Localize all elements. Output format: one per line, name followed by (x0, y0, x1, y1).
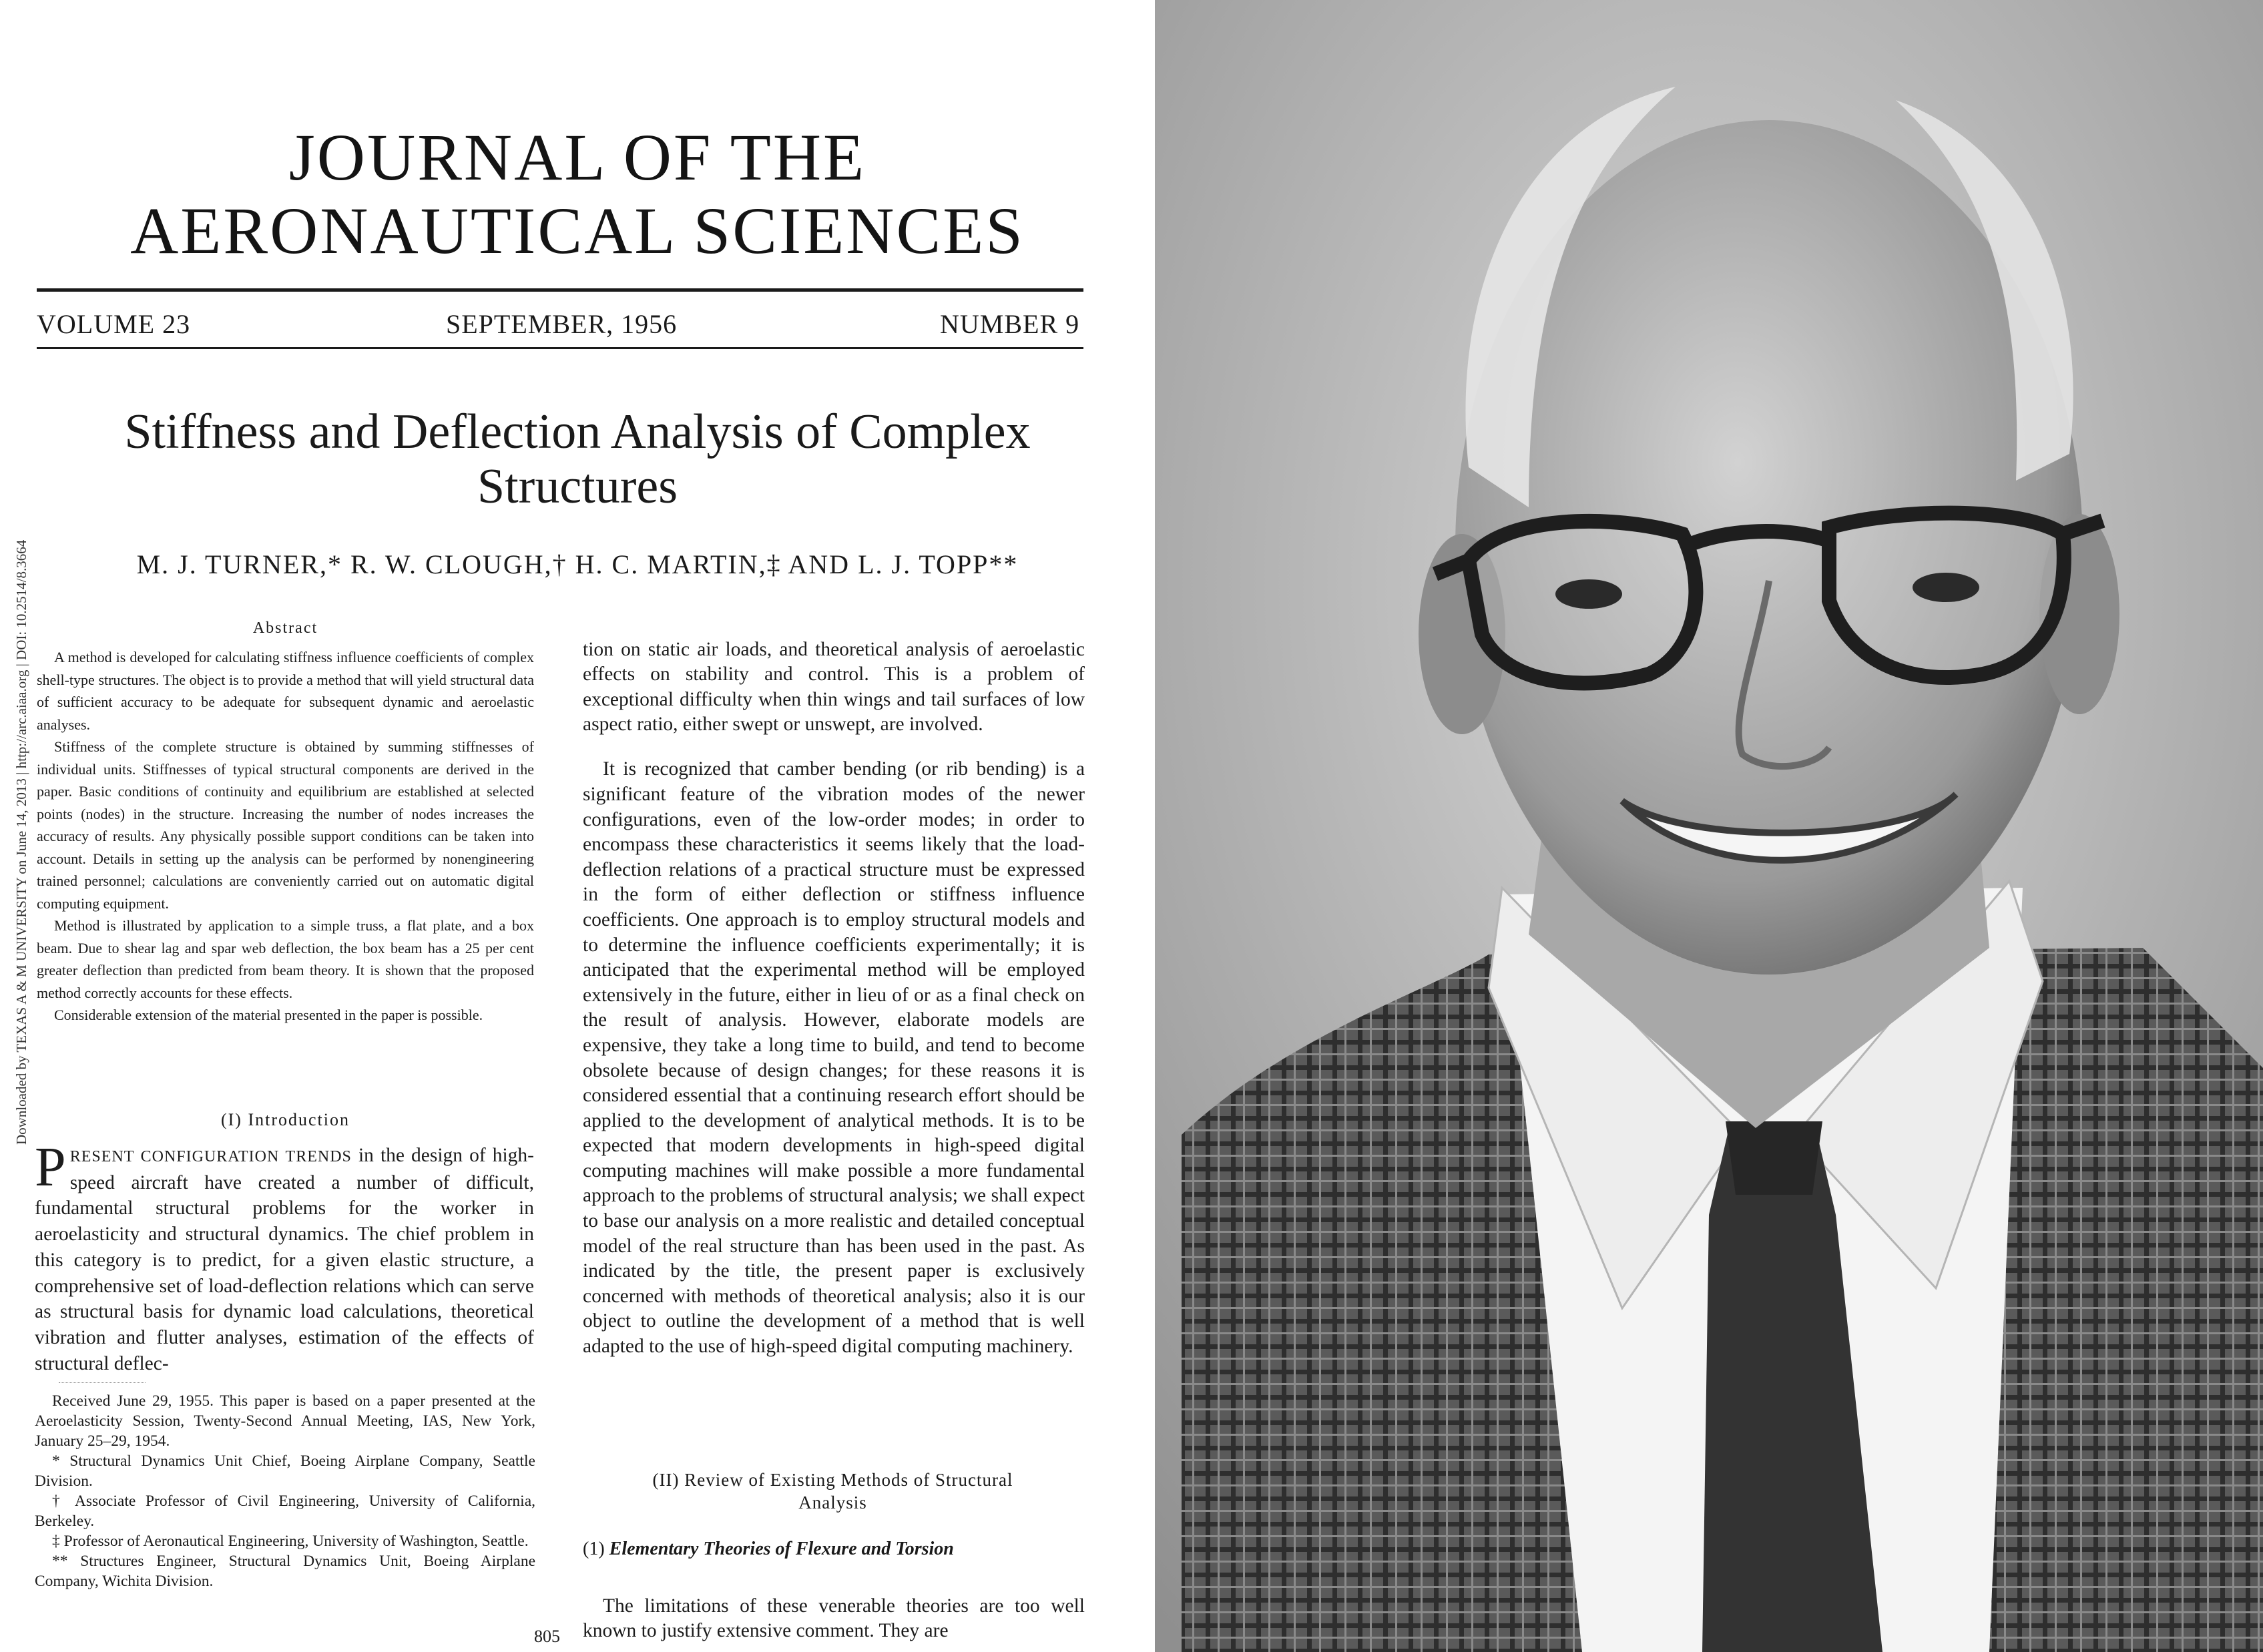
footnote: * Structural Dynamics Unit Chief, Boeing Airplane Company, Seattle Division. (35, 1452, 535, 1490)
journal-masthead-line2: AERONAUTICAL SCIENCES (130, 194, 1025, 268)
introduction-body (35, 1136, 534, 1376)
journal-masthead-line1: JOURNAL OF THE (288, 120, 866, 194)
footnote: ** Structures Engineer, Structural Dynamics Unit, Boeing Airplane Company, Wichita Division. (35, 1553, 535, 1590)
section-2-heading (581, 1468, 1085, 1514)
right-eye (1913, 573, 1979, 602)
right-column-paragraph: It is recognized that camber bending (or rib bending) is a significant feature of the vibration modes of the newer configurations, even of the low-order modes; in order to encompass these characteristics it seems likely that the load-deflection relations of a practical structure must be expressed in the form of either deflection or stiffness influence coefficients. One approach is to employ structural models and to determine the influence coefficients experimentally; it is anticipated that the experimental method will be employed extensively in the future, either in lieu of or as a final check on the result of analysis. However, elaborate models are expensive, they take a long time to build, and tend to become obsolete because of design changes; for these reasons it is considered essential that a continuing research effort should be applied to the development of analytical methods. It is to be expected that modern developments in high-speed digital computing machines will make possible a more fundamental approach to the problems of structural analysis; we shall expect to base our analysis on a more realistic and detailed conceptual model of the real structure than has been used in the past. As indicated by the title, the present paper is exclusively concerned with methods of theoretical analysis; also it is our object to outline the development of a method that is well adapted to the use of high-speed digital computing machinery. (583, 758, 1085, 1358)
section-2-heading-line2: Analysis (798, 1492, 867, 1512)
abstract-paragraph: A method is developed for calculating stiffness influence coefficients of complex shell-type structures. The object is to provide a method that will yield structural data of sufficient accuracy to be adequate for subsequent dynamic and aeroelastic analyses. (37, 649, 534, 733)
article-title-line2: Structures (477, 459, 678, 514)
article-title-line1: Stiffness and Deflection Analysis of Complex (124, 404, 1031, 459)
masthead-rule-bottom (37, 347, 1083, 349)
footnotes (35, 1391, 535, 1591)
section-2-heading-line1: (II) Review of Existing Methods of Structural (652, 1470, 1013, 1490)
abstract-body (37, 646, 534, 1027)
download-sidebar-note: Downloaded by TEXAS A & M UNIVERSITY on June 14, 2013 | http://arc.aiaa.org | DOI: 10.2514/8.3664 (13, 539, 29, 1145)
left-eye (1555, 579, 1622, 609)
footnote: Received June 29, 1955. This paper is based on a paper presented at the Aeroelasticity Session, Twenty-Second Annual Meeting, IAS, New York, January 25–29, 1954. (35, 1392, 535, 1450)
introduction-text: in the design of high-speed aircraft have created a number of difficult, fundamental structural problems for the worker in aeroelasticity and structural dynamics. The chief problem in this category is to predict, for a given elastic structure, a comprehensive set of load-deflection relations which can serve as structural basis for dynamic load calculations, theoretical vibration and flutter analyses, estimation of the effects of structural deflec- (35, 1145, 534, 1374)
abstract-paragraph: Method is illustrated by application to a simple truss, a flat plate, and a box beam. Due to shear lag and spar web deflection, the box beam has a 25 per cent greater deflection than predicted from beam theory. It is shown that the proposed method correctly accounts for these effects. (37, 917, 534, 1001)
right-column-body (583, 617, 1085, 1379)
tie-knot (1726, 1121, 1822, 1195)
subsection-number: (1) (583, 1539, 605, 1559)
volume-label: VOLUME 23 (37, 309, 191, 339)
page-number: 805 (534, 1627, 560, 1646)
footnote: ‡ Professor of Aeronautical Engineering, University of Washington, Seattle. (52, 1533, 529, 1550)
abstract-paragraph: Considerable extension of the material presented in the paper is possible. (54, 1007, 483, 1023)
footnote: † Associate Professor of Civil Engineering, University of California, Berkeley. (35, 1492, 535, 1530)
subsection-heading (583, 1539, 954, 1560)
article-authors: M. J. TURNER,* R. W. CLOUGH,† H. C. MARTIN,‡ AND L. J. TOPP** (136, 549, 1019, 579)
portrait-photo (1155, 0, 2263, 1652)
right-column-paragraph: tion on static air loads, and theoretical analysis of aeroelastic effects on stability and control. This is a problem of exceptional difficulty when thin wings and tail surfaces of low aspect ratio, either swept or unswept, are involved. (583, 638, 1085, 736)
footnote-rule (59, 1382, 146, 1383)
drop-cap: P (35, 1136, 66, 1198)
masthead-rule-top (37, 288, 1083, 292)
abstract-paragraph: Stiffness of the complete structure is obtained by summing stiffnesses of individual units. Stiffnesses of typical structural components are derived in the paper. Basic conditions of continuity and equilibrium are established at selected points (nodes) in the structure. Increasing the number of nodes increases the accuracy of results. Any physically possible support conditions can be taken into account. Details in setting up the analysis can be performed by nonengineering trained personnel; calculations are conveniently carried out on automatic digital computing equipment. (37, 738, 534, 912)
final-paragraph-block (583, 1574, 1085, 1652)
issue-date: SEPTEMBER, 1956 (446, 309, 678, 339)
introduction-heading: (I) Introduction (220, 1110, 350, 1129)
abstract-heading: Abstract (252, 619, 318, 637)
subsection-title: Elementary Theories of Flexure and Torsion (609, 1539, 954, 1559)
lead-small-caps: RESENT CONFIGURATION TRENDS (69, 1148, 352, 1165)
final-paragraph: The limitations of these venerable theories are too well known to justify extensive comment. They are (583, 1595, 1085, 1642)
portrait-illustration (1155, 0, 2263, 1652)
issue-number: NUMBER 9 (940, 309, 1080, 339)
